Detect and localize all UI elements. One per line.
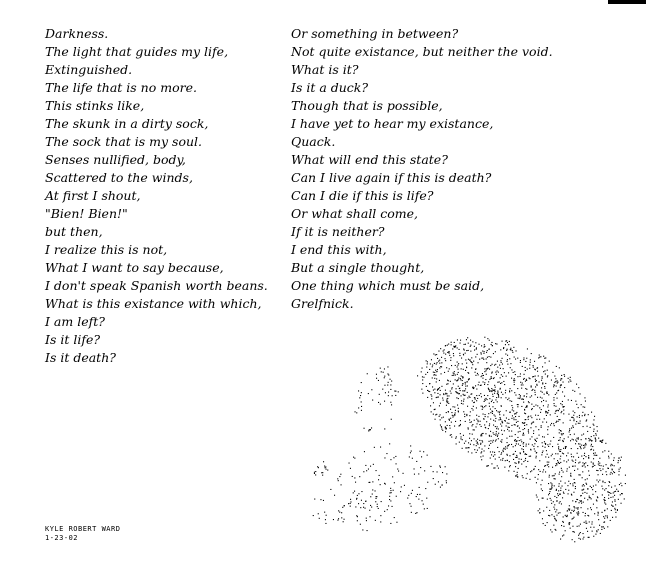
poem-left-line: I am left? bbox=[45, 314, 105, 329]
poem-right-line: What will end this state? bbox=[291, 152, 448, 167]
poem-right-line: But a single thought, bbox=[291, 260, 425, 275]
poem-left-line: The skunk in a dirty sock, bbox=[45, 116, 209, 131]
poem-left-line: What I want to say because, bbox=[45, 260, 224, 275]
poem-right-line: Grelfnick. bbox=[291, 296, 354, 311]
poem-right-line: Or what shall come, bbox=[291, 206, 419, 221]
poem-date: 1-23-02 bbox=[45, 534, 79, 542]
poem-right-line: Can I die if this is life? bbox=[291, 188, 434, 203]
poem-left-line: Is it death? bbox=[45, 350, 116, 365]
poem-left-line: I don't speak Spanish worth beans. bbox=[45, 278, 268, 293]
poem-left-line: What is this existance with which, bbox=[45, 296, 262, 311]
poem-left-line: At first I shout, bbox=[45, 188, 141, 203]
poem-left-line: The sock that is my soul. bbox=[45, 134, 203, 149]
poem-right-line: Quack. bbox=[291, 134, 336, 149]
poem-right-line: What is it? bbox=[291, 62, 359, 77]
poem-left-line: The life that is no more. bbox=[45, 80, 197, 95]
poem-left-line: I realize this is not, bbox=[45, 242, 168, 257]
corner-mark bbox=[608, 0, 646, 4]
stippled-duck-illustration-icon bbox=[280, 318, 640, 568]
poem-left-line: Extinguished. bbox=[45, 62, 133, 77]
poem-right-line: Not quite existance, but neither the void. bbox=[291, 44, 553, 59]
poem-right-line: I end this with, bbox=[291, 242, 387, 257]
author-name: KYLE ROBERT WARD bbox=[45, 525, 121, 533]
poem-left-line: Is it life? bbox=[45, 332, 101, 347]
poem-column-left bbox=[45, 25, 285, 367]
poem-left-line: Darkness. bbox=[45, 26, 109, 41]
poem-right-line: Can I live again if this is death? bbox=[291, 170, 492, 185]
poem-left-line: The light that guides my life, bbox=[45, 44, 229, 59]
poem-right-line: Though that is possible, bbox=[291, 98, 443, 113]
poem-left-line: This stinks like, bbox=[45, 98, 145, 113]
poem-right-line: Or something in between? bbox=[291, 26, 459, 41]
poem-right-line: Is it a duck? bbox=[291, 80, 369, 95]
poem-left-line: "Bien! Bien!" bbox=[45, 206, 128, 221]
poem-right-line: I have yet to hear my existance, bbox=[291, 116, 494, 131]
poem-right-line: If it is neither? bbox=[291, 224, 385, 239]
poem-left-line: Senses nullified, body, bbox=[45, 152, 186, 167]
poem-left-line: Scattered to the winds, bbox=[45, 170, 193, 185]
signature-block bbox=[45, 525, 120, 543]
poem-left-line: but then, bbox=[45, 224, 103, 239]
poem-right-line: One thing which must be said, bbox=[291, 278, 485, 293]
poem-column-right bbox=[291, 25, 591, 313]
